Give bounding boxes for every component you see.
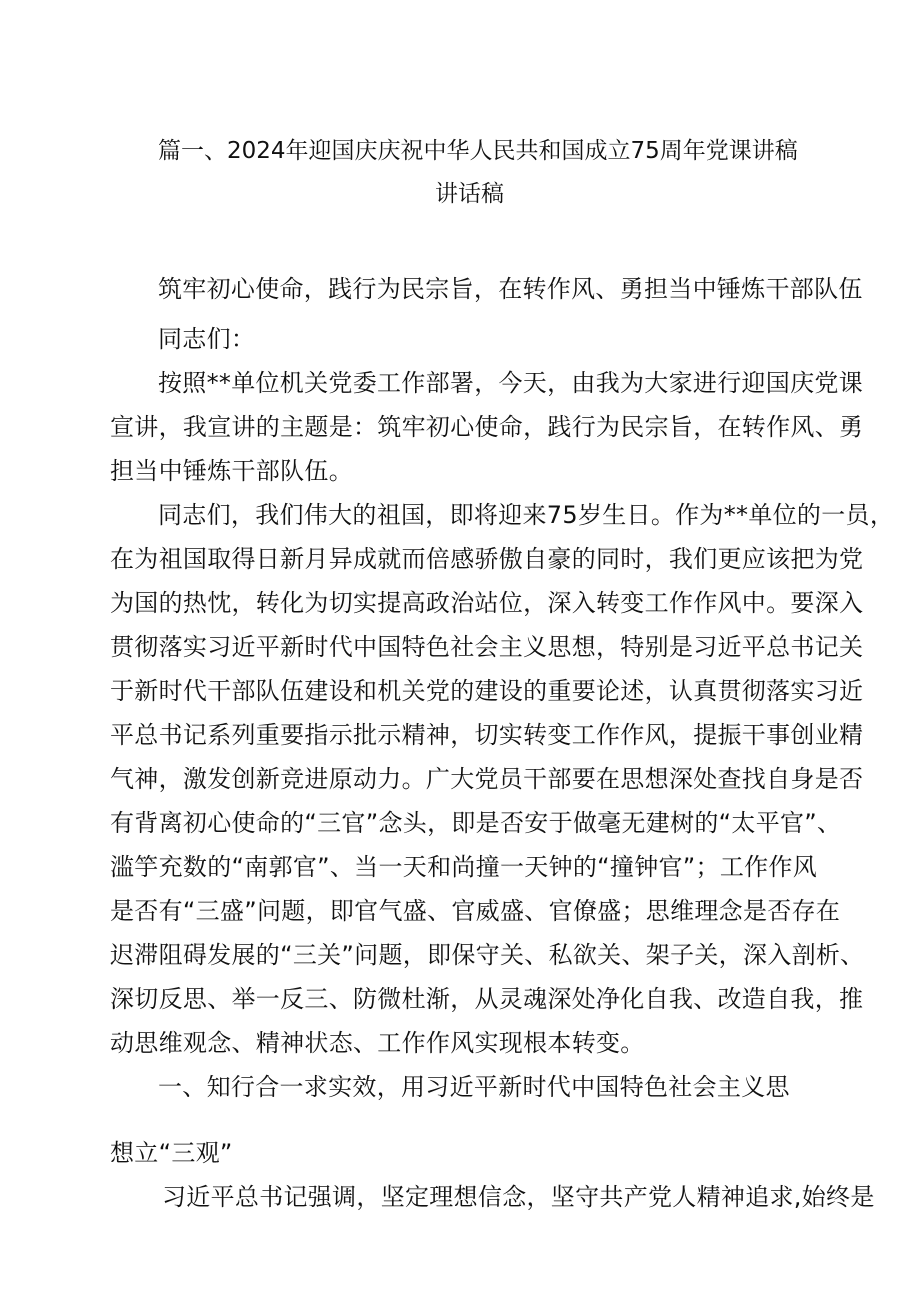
paragraph-2-line: 是否有“三盛”问题，即官气盛、官威盛、官僚盛；思维理念是否存在 <box>110 897 841 925</box>
paragraph-3-line: 习近平总书记强调，坚定理想信念，坚守共产党人精神追求,始终是 <box>162 1183 875 1211</box>
speech-theme: 筑牢初心使命，践行为民宗旨，在转作风、勇担当中锤炼干部队伍 <box>158 275 863 303</box>
paragraph-2-line: 平总书记系列重要指示批示精神，切实转变工作作风，提振干事创业精 <box>110 721 864 749</box>
paragraph-2-line: 于新时代干部队伍建设和机关党的建设的重要论述，认真贯彻落实习近 <box>110 677 864 705</box>
paragraph-2-line: 迟滞阻碍发展的“三关”问题，即保守关、私欲关、架子关，深入剖析、 <box>110 941 865 969</box>
paragraph-2-line: 贯彻落实习近平新时代中国特色社会主义思想，特别是习近平总书记关 <box>110 633 864 661</box>
document-title-line-2: 讲话稿 <box>435 181 504 207</box>
paragraph-1-line: 担当中锤炼干部队伍。 <box>110 457 353 485</box>
paragraph-2-line: 气神，激发创新竞进原动力。广大党员干部要在思想深处查找自身是否 <box>110 765 864 793</box>
paragraph-2-line: 深切反思、举一反三、防微杜渐，从灵魂深处净化自我、改造自我，推 <box>110 985 864 1013</box>
paragraph-2-line: 同志们，我们伟大的祖国，即将迎来75岁生日。作为**单位的一员， <box>158 501 895 529</box>
paragraph-2-line: 在为祖国取得日新月异成就而倍感骄傲自豪的同时，我们更应该把为党 <box>110 545 864 573</box>
document-title-line-1: 篇一、2024年迎国庆庆祝中华人民共和国成立75周年党课讲稿 <box>158 138 798 164</box>
paragraph-1-line: 宣讲，我宣讲的主题是：筑牢初心使命，践行为民宗旨，在转作风、勇 <box>110 413 864 441</box>
salutation: 同志们： <box>158 325 256 353</box>
paragraph-2-line: 为国的热忱，转化为切实提高政治站位，深入转变工作作风中。要深入 <box>110 589 864 617</box>
paragraph-2-line: 滥竽充数的“南郭官”、当一天和尚撞一天钟的“撞钟官”；工作作风 <box>110 853 818 881</box>
section-1-heading-line-1: 一、知行合一求实效，用习近平新时代中国特色社会主义思 <box>158 1073 790 1101</box>
paragraph-2-line: 有背离初心使命的“三官”念头，即是否安于做毫无建树的“太平官”、 <box>110 809 842 837</box>
section-1-heading-line-2: 想立“三观” <box>110 1139 233 1167</box>
paragraph-1-line: 按照**单位机关党委工作部署，今天，由我为大家进行迎国庆党课 <box>158 369 863 397</box>
paragraph-2-line: 动思维观念、精神状态、工作作风实现根本转变。 <box>110 1029 645 1057</box>
